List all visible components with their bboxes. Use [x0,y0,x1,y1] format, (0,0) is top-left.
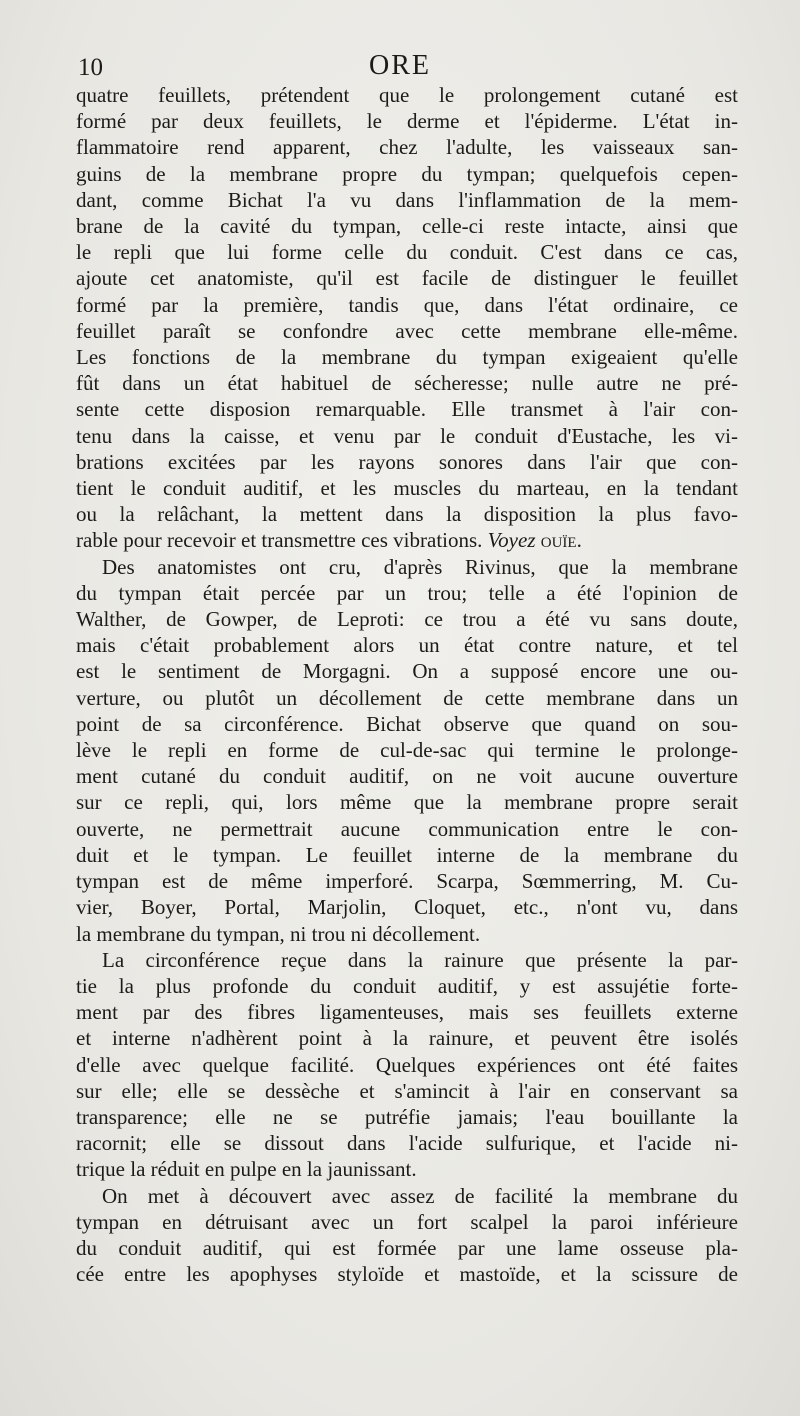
text-line: sur ce repli, qui, lors même que la membrane propre serait [76,790,738,815]
text-line: d'elle avec quelque facilité. Quelques expériences ont été faites [76,1052,738,1077]
text-line: tympan est de même imperforé. Scarpa, Sœmmerring, M. Cu- [76,869,738,894]
text-line: point de sa circonférence. Bichat observe que quand on sou- [76,711,738,736]
text-line: cée entre les apophyses styloïde et mastoïde, et la scissure de [76,1262,738,1287]
paragraph [76,554,738,947]
text-line: La circonférence reçue dans la rainure que présente la par- [102,947,738,972]
text-line: et interne n'adhèrent point à la rainure, et peuvent être isolés [76,1026,738,1051]
text-line: Des anatomistes ont cru, d'après Rivinus, que la membrane [102,554,738,579]
text-line: quatre feuillets, prétendent que le prolongement cutané est [76,83,738,107]
text-line: formé par la première, tandis que, dans l'état ordinaire, ce [76,292,738,317]
text-line: tie la plus profonde du conduit auditif, y est assujétie forte- [76,973,738,998]
text-line: ou la relâchant, la mettent dans la disposition la plus favo- [76,502,738,527]
text-line: rable pour recevoir et transmettre ces vibrations. Voyez ouïe. [76,528,582,553]
text-line: sur elle; elle se dessèche et s'amincit à l'air en conservant sa [76,1078,738,1103]
text-line: ouverte, ne permettrait aucune communication entre le con- [76,816,738,841]
text-line: On met à découvert avec assez de facilité la membrane du [102,1183,738,1208]
paragraph [76,1183,738,1288]
text-line: mais c'était probablement alors un état contre nature, et tel [76,633,738,658]
cross-reference-label: Voyez [487,528,536,553]
text-line: du tympan était percée par un trou; telle a été l'opinion de [76,580,738,605]
text-line: du conduit auditif, qui est formée par une lame osseuse pla- [76,1235,738,1260]
text-line: flammatoire rend apparent, chez l'adulte, les vaisseaux san- [76,135,738,160]
text-line: brations excitées par les rayons sonores dans l'air que con- [76,449,738,474]
text-line: ment par des fibres ligamenteuses, mais ses feuillets externe [76,1000,738,1025]
text-line: sente cette disposion remarquable. Elle transmet à l'air con- [76,397,738,422]
body-text [76,82,738,1287]
text-line: lève le repli en forme de cul-de-sac qui termine le prolonge- [76,738,738,763]
cross-reference-target: ouïe. [540,528,582,553]
text-line: brane de la cavité du tympan, celle-ci reste intacte, ainsi que [76,214,738,239]
text-line: tenu dans la caisse, et venu par le conduit d'Eustache, les vi- [76,423,738,448]
text-line: verture, ou plutôt un décollement de cette membrane dans un [76,685,738,710]
text-line: dant, comme Bichat l'a vu dans l'inflammation de la mem- [76,187,738,212]
text-line: feuillet paraît se confondre avec cette membrane elle-même. [76,318,738,343]
page-number: 10 [78,54,103,81]
text-line: Walther, de Gowper, de Leproti: ce trou a été vu sans doute, [76,607,738,632]
running-head: ORE [369,50,431,81]
text-line: transparence; elle ne se putréfie jamais; l'eau bouillante la [76,1104,738,1129]
text-line: le repli que lui forme celle du conduit. C'est dans ce cas, [76,240,738,265]
text-line: vier, Boyer, Portal, Marjolin, Cloquet, etc., n'ont vu, dans [76,895,738,920]
text-line: formé par deux feuillets, le derme et l'épiderme. L'état in- [76,109,738,134]
text-line: duit et le tympan. Le feuillet interne de la membrane du [76,842,738,867]
text-line: la membrane du tympan, ni trou ni décollement. [76,921,481,946]
text-line: est le sentiment de Morgagni. On a supposé encore une ou- [76,659,738,684]
text-line: Les fonctions de la membrane du tympan exigeaient qu'elle [76,345,738,370]
text-line: racornit; elle se dissout dans l'acide sulfurique, et l'acide ni- [76,1131,738,1156]
text-line: ment cutané du conduit auditif, on ne voit aucune ouverture [76,764,738,789]
paragraph [76,82,738,554]
text-line: guins de la membrane propre du tympan; quelquefois cepen- [76,161,738,186]
text-line: tympan en détruisant avec un fort scalpel la paroi inférieure [76,1209,738,1234]
text-line: ajoute cet anatomiste, qu'il est facile de distinguer le feuillet [76,266,738,291]
page-header [0,50,800,84]
text-line: fût dans un état habituel de sécheresse; nulle autre ne pré- [76,371,738,396]
paragraph [76,947,738,1183]
text-line: tient le conduit auditif, et les muscles du marteau, en la tendant [76,476,738,501]
text-line: trique la réduit en pulpe en la jaunissant. [76,1157,417,1182]
